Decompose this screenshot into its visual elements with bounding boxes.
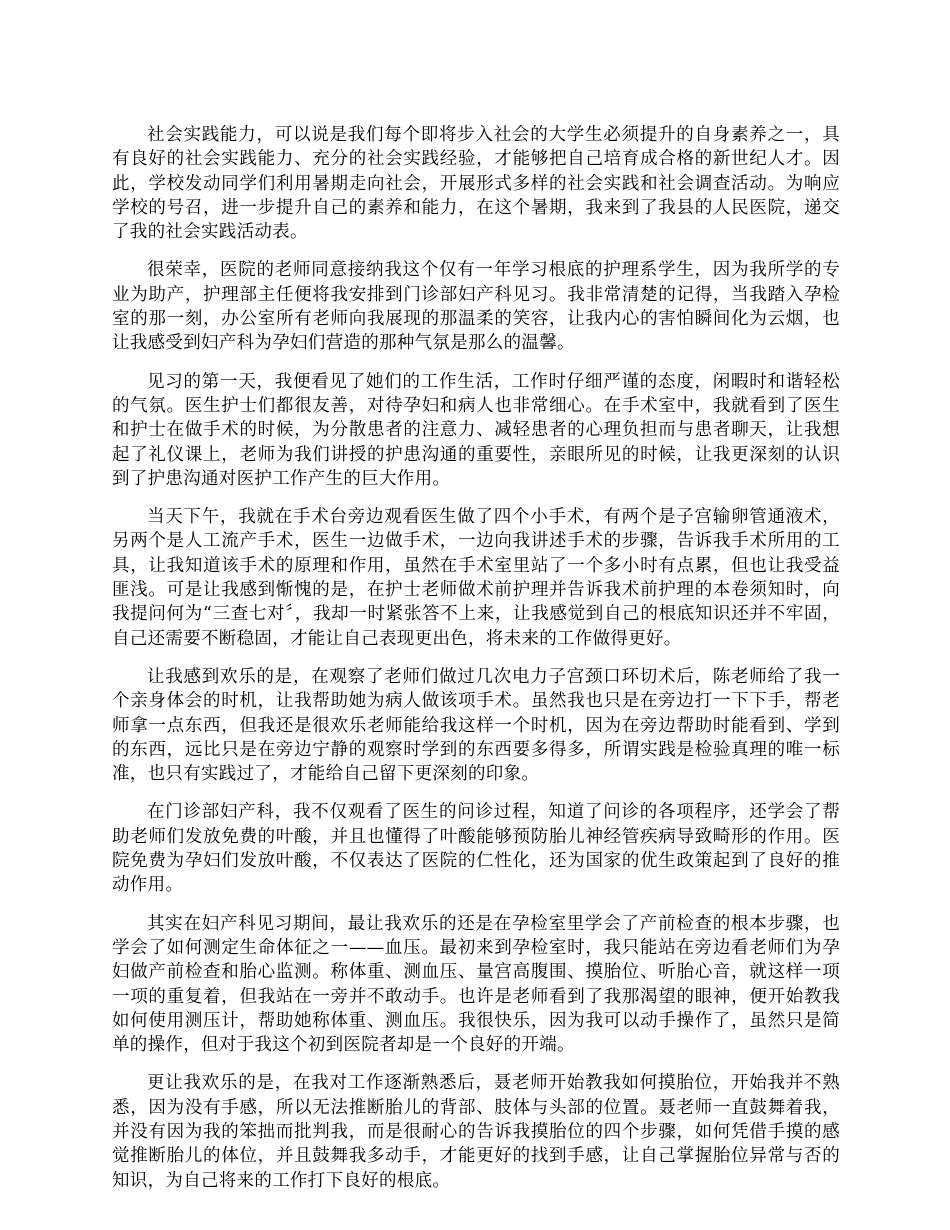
- paragraph-7: 其实在妇产科见习期间，最让我欢乐的还是在孕检室里学会了产前检查的根本步骤，也学会了如何测定生命体征之一——血压。最初来到孕检室时，我只能站在旁边看老师们为孕妇做产前检查和胎心监测。称体重、测血压、量宫高腹围、摸胎位、听胎心音，就这样一项一项的重复着，但我站在一旁并不敢动手。也许是老师看到了我那渴望的眼神，便开始教我如何使用测压计，帮助她称体重、测血压。我很快乐，因为我可以动手操作了，虽然只是简单的操作，但对于我这个初到医院者却是一个良好的开端。: [112, 913, 840, 1056]
- paragraph-6: 在门诊部妇产科，我不仅观看了医生的问诊过程，知道了问诊的各项程序，还学会了帮助老师们发放免费的叶酸，并且也懂得了叶酸能够预防胎儿神经管疾病导致畸形的作用。医院免费为孕妇们发放叶酸，不仅表达了医院的仁性化，还为国家的优生政策起到了良好的推动作用。: [112, 802, 840, 896]
- paragraph-8: 更让我欢乐的是，在我对工作逐渐熟悉后，聂老师开始教我如何摸胎位，开始我并不熟悉，因为没有手感，所以无法推断胎儿的背部、肢体与头部的位置。聂老师一直鼓舞着我，并没有因为我的笨拙而批判我，而是很耐心的告诉我摸胎位的四个步骤，如何凭借手摸的感觉推断胎儿的体位，并且鼓舞我多动手，才能更好的找到手感，让自己掌握胎位异常与否的知识，为自己将来的工作打下良好的根底。: [112, 1073, 840, 1191]
- paragraph-4: 当天下午，我就在手术台旁边观看医生做了四个小手术，有两个是子宫输卵管通液术，另两个是人工流产手术，医生一边做手术，一边向我讲述手术的步骤，告诉我手术所用的工具，让我知道该手术的原理和作用，虽然在手术室里站了一个多小时有点累，但也让我受益匪浅。可是让我感到惭愧的是，在护士老师做术前护理并告诉我术前护理的本卷须知时，向我提问何为“三查七对〞，我却一时紧张答不上来，让我感觉到自己的根底知识还并不牢固，自己还需要不断稳固，才能让自己表现更出色，将未来的工作做得更好。: [112, 507, 840, 649]
- paragraph-3: 见习的第一天，我便看见了她们的工作生活，工作时仔细严谨的态度，闲暇时和谐轻松的气氛。医生护士们都很友善，对待孕妇和病人也非常细心。在手术室中，我就看到了医生和护士在做手术的时候，为分散患者的注意力、减轻患者的心理负担而与患者聊天，让我想起了礼仪课上，老师为我们讲授的护患沟通的重要性，亲眼所见的时候，让我更深刻的认识到了护患沟通对医护工作产生的巨大作用。: [112, 371, 840, 489]
- document-body: [112, 123, 840, 1207]
- paragraph-2: 很荣幸，医院的老师同意接纳我这个仅有一年学习根底的护理系学生，因为我所学的专业为助产，护理部主任便将我安排到门诊部妇产科见习。我非常清楚的记得，当我踏入孕检室的那一刻，办公室所有老师向我展现的那温柔的笑容，让我内心的害怕瞬间化为云烟，也让我感受到妇产科为孕妇们营造的那种气氛是那么的温馨。: [112, 260, 840, 354]
- paragraph-1: 社会实践能力，可以说是我们每个即将步入社会的大学生必须提升的自身素养之一，具有良好的社会实践能力、充分的社会实践经验，才能够把自己培育成合格的新世纪人才。因此，学校发动同学们利用暑期走向社会，开展形式多样的社会实践和社会调查活动。为响应学校的号召，进一步提升自己的素养和能力，在这个暑期，我来到了我县的人民医院，递交了我的社会实践活动表。: [112, 125, 840, 243]
- paragraph-5: 让我感到欢乐的是，在观察了老师们做过几次电力子宫颈口环切术后，陈老师给了我一个亲身体会的时机，让我帮助她为病人做该项手术。虽然我也只是在旁边打一下下手，帮老师拿一点东西，但我还是很欢乐老师能给我这样一个时机，因为在旁边帮助时能看到、学到的东西，远比只是在旁边宁静的观察时学到的东西要多得多，所谓实践是检验真理的唯一标准，也只有实践过了，才能给自己留下更深刻的印象。: [112, 666, 840, 785]
